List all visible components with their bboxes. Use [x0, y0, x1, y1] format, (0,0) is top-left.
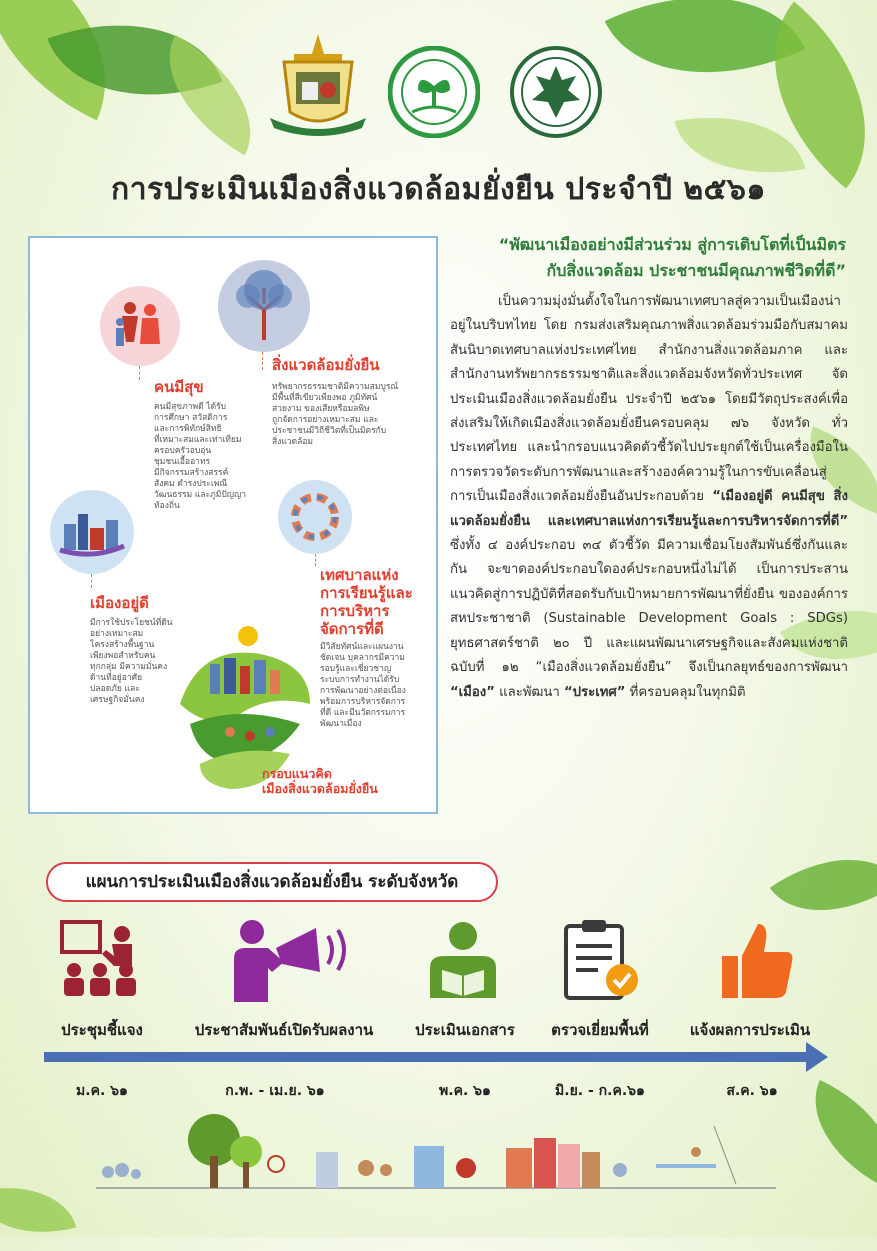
thumbs-up-icon	[718, 918, 796, 1002]
happy-title: คนมีสุข	[154, 378, 204, 396]
connector-line	[315, 554, 316, 566]
step-label-publicize: ประชาสัมพันธ์เปิดรับผลงาน	[194, 1021, 374, 1039]
meeting-icon	[58, 918, 142, 1002]
step-date-publicize: ก.พ. - เม.ย. ๖๑	[225, 1083, 325, 1099]
provincial-seal-logo	[264, 32, 372, 136]
slogan-quote: “พัฒนาเมืองอย่างมีส่วนร่วม สู่การเติบโตที่เป็นมิตร กับสิ่งแวดล้อม ประชาชนมีคุณภาพชีวิตที่ดี”	[498, 235, 846, 280]
step-label-document-review: ประเมินเอกสาร	[415, 1021, 515, 1039]
connector-line	[91, 574, 92, 588]
tree-illustration	[218, 260, 310, 352]
page-title: การประเมินเมืองสิ่งแวดล้อมยั่งยืน ประจำปี ๒๕๖๑	[111, 172, 766, 207]
step-date-document-review: พ.ค. ๖๑	[439, 1083, 491, 1099]
city-illustration	[50, 490, 134, 574]
environment-body: ทรัพยากรธรรมชาติมีความสมบูรณ์ มีพื้นที่สีเขียวเพียงพอ ภูมิทัศน์ สวยงาม ของเสียหรือมลพิษ ถูกจัดการอย่างเหมาะสม และ ประชาชนมีวิถีชีวิตที่เป็นมิตรกับ สิ่งแวดล้อม	[272, 382, 399, 447]
connector-line	[139, 366, 140, 380]
livable-city-title: เมืองอยู่ดี	[90, 594, 149, 612]
happy-body: คนมีสุขภาพดี ได้รับ การศึกษา สวัสดิการ และการพิทักษ์สิทธิ ที่เหมาะสมและเท่าเทียม ครอบครัวอบอุ่น ชุมชนเอื้ออาทร มีกิจกรรมสร้างสรรค์ สังคม ดำรงประเพณี วัฒนธรรม และภูมิปัญญา ท้องถิ่น	[154, 402, 246, 511]
livable-city-body: มีการใช้ประโยชน์ที่ดิน อย่างเหมาะสม โครงสร้างพื้นฐาน เพียงพอสำหรับคน ทุกกลุ่ม มีความมั่นคง ด้านที่อยู่อาศัย ปลอดภัย และ เศรษฐกิจมั่นคง	[90, 618, 173, 705]
plan-title: แผนการประเมินเมืองสิ่งแวดล้อมยั่งยืน ระดับจังหวัด	[46, 862, 498, 902]
description-paragraph: เป็นความมุ่งมั่นตั้งใจในการพัฒนาเทศบาลสู่ความเป็นเมืองน่าอยู่ในบริบทไทย โดย กรมส่งเสริมคุณภาพสิ่งแวดล้อมร่วมมือกับสมาคมสันนิบาตเทศบาลแห่งประเทศไทย สำนักงานสิ่งแวดล้อมภาค และสำนักงานทรัพยากรธรรมชาติและสิ่งแวดล้อมจังหวัดทั่วประเทศ จัดประเมินเมืองสิ่งแวดล้อมยั่งยืน ประจำปี ๒๕๖๑ โดยมีวัตถุประสงค์เพื่อส่งเสริมให้เกิดเมืองสิ่งแวดล้อมยั่งยืนครอบคลุม ๗๖ จังหวัด ทั่วประเทศไทย และนำกรอบแนวคิดตัวชี้วัดไปประยุกต์ใช้เป็นเครื่องมือในการตรวจวัดระดับการพัฒนาและสร้างองค์ความรู้ในการขับเคลื่อนสู่การเป็นเมืองสิ่งแวดล้อมยั่งยืนอันประกอบด้วย “เมืองอยู่ดี คนมีสุข สิ่งแวดล้อมยั่งยืน และเทศบาลแห่งการเรียนรู้และการบริหารจัดการที่ดี” ซึ่งทั้ง ๔ องค์ประกอบ ๓๔ ตัวชี้วัด มีความเชื่อมโยงสัมพันธ์ซึ่งกันและกัน จะขาดองค์ประกอบใดองค์ประกอบหนึ่งไม่ได้ เป็นการประสานแนวคิดสู่การปฏิบัติที่สอดรับกับเป้าหมายการพัฒนาที่ยั่งยืน ขององค์การสหประชาชาติ (Sustainable Development Goals : SDGs) ยุทธศาสตร์ชาติ ๒๐ ปี และแผนพัฒนาเศรษฐกิจและสังคมแห่งชาติ ฉบับที่ ๑๒ “เมืองสิ่งแวดล้อมยั่งยืน” จึงเป็นกลยุทธ์ของการพัฒนา “เมือง” และพัฒนา “ประเทศ” ที่ครอบคลุมในทุกมิติ	[450, 294, 848, 700]
garuda-seal-logo	[510, 46, 602, 138]
happy-people-illustration	[100, 286, 180, 366]
framework-infographic	[28, 236, 438, 814]
learning-municipality-title: เทศบาลแห่ง การเรียนรู้และ การบริหาร จัดการที่ดี	[320, 566, 413, 638]
learning-municipality-body: มีวิสัยทัศน์และแผนงาน ชัดเจน บุคลากรมีความ รอบรู้และเชี่ยวชาญ ระบบการทำงานได้รับ การพัฒนาอย่างต่อเนื่อง พร้อมการบริหารจัดการ ที่ดี และมีนวัตกรรมการ พัฒนาเมือง	[320, 642, 406, 729]
environment-title: สิ่งแวดล้อมยั่งยืน	[272, 356, 380, 374]
step-label-site-visit: ตรวจเยี่ยมพื้นที่	[551, 1021, 649, 1039]
checklist-icon	[562, 918, 642, 1002]
step-label-results: แจ้งผลการประเมิน	[689, 1021, 811, 1039]
step-label-meeting: ประชุมชี้แจง	[61, 1021, 143, 1039]
megaphone-icon	[228, 918, 354, 1002]
connector-line	[262, 352, 263, 370]
hands-circle-illustration	[278, 480, 352, 554]
step-date-meeting: ม.ค. ๖๑	[76, 1083, 128, 1099]
timeline-arrowhead	[806, 1042, 828, 1072]
cityscape-illustration	[96, 1112, 776, 1192]
step-date-site-visit: มิ.ย. - ก.ค.๖๑	[555, 1083, 645, 1099]
step-date-results: ส.ค. ๖๑	[726, 1083, 778, 1099]
reading-icon	[424, 918, 502, 1002]
framework-caption: กรอบแนวคิด เมืองสิ่งแวดล้อมยั่งยืน	[262, 766, 378, 796]
timeline-arrow	[44, 1052, 812, 1062]
environment-department-logo	[388, 46, 480, 138]
